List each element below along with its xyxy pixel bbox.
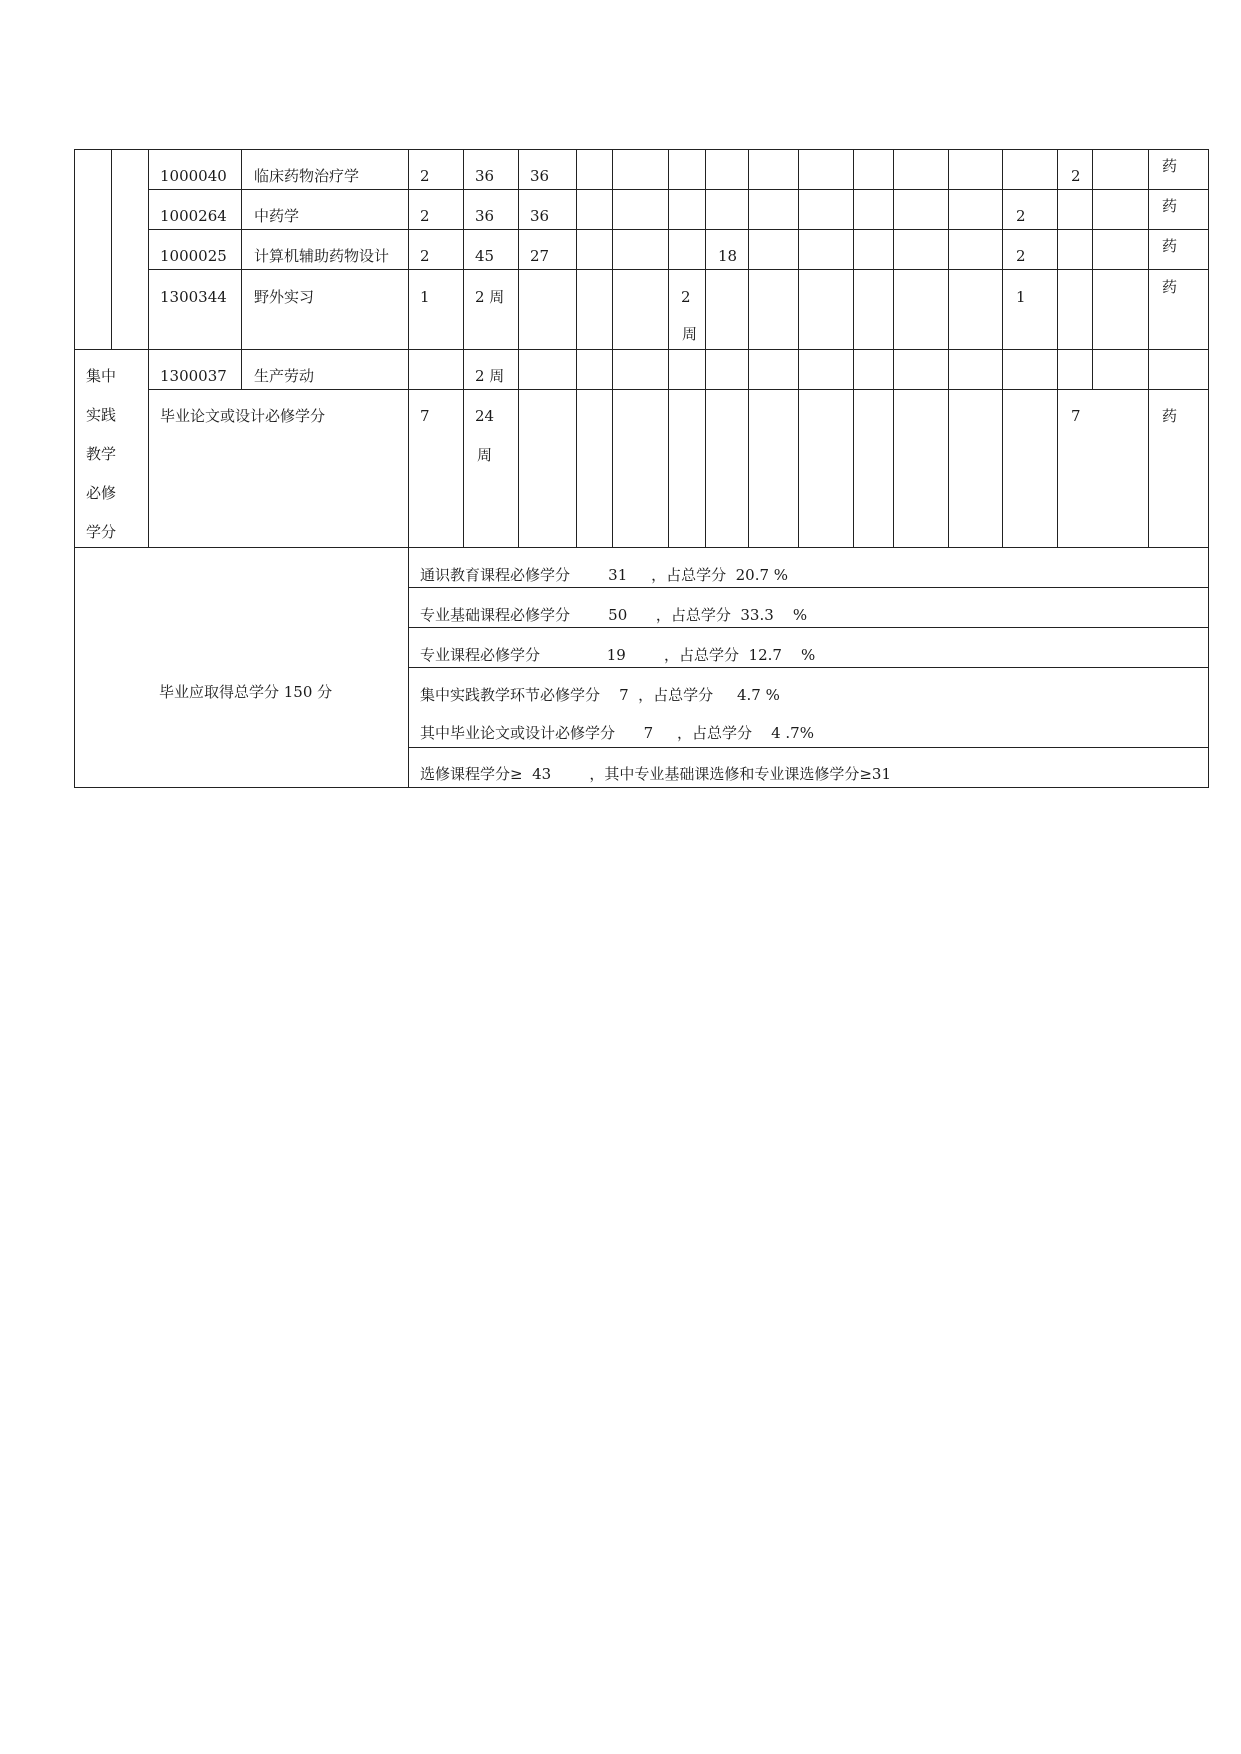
course-tail-label: 药 [1162, 197, 1178, 215]
course-lab-hours: 18 [718, 247, 738, 265]
table-top-border [74, 149, 1209, 150]
column-divider [1002, 149, 1003, 547]
column-divider [705, 149, 706, 547]
summary-line: 专业课程必修学分 19 ，占总学分 12.7 % [420, 646, 816, 664]
column-divider [893, 149, 894, 547]
course-hours: 45 [475, 247, 495, 265]
thesis-semester-credits: 7 [1071, 407, 1081, 425]
category-label-line: 必修 [86, 484, 117, 502]
course-name: 临床药物治疗学 [254, 167, 360, 185]
thesis-name: 毕业论文或设计必修学分 [160, 407, 326, 425]
course-code: 1000040 [160, 167, 227, 185]
column-divider [853, 149, 854, 547]
column-divider [241, 149, 242, 389]
course-tail-label: 药 [1162, 157, 1178, 175]
row-divider [148, 269, 1209, 270]
course-tail-label: 药 [1162, 278, 1178, 296]
course-semester-credits: 2 [1016, 207, 1026, 225]
thesis-hours-unit: 周 [477, 446, 493, 464]
labor-code: 1300037 [160, 367, 227, 385]
column-divider [1148, 149, 1149, 547]
summary-line: 集中实践教学环节必修学分 7 ，占总学分 4.7 % [420, 686, 780, 704]
course-practice-weeks-unit: 周 [682, 325, 698, 343]
column-divider [748, 149, 749, 547]
row-divider [148, 229, 1209, 230]
column-divider [948, 149, 949, 547]
column-divider [111, 149, 112, 349]
summary-divider [408, 627, 1209, 628]
table-right-border [1208, 149, 1209, 788]
course-semester-credits: 1 [1016, 288, 1026, 306]
course-hours: 2 周 [475, 288, 505, 306]
course-credits: 2 [420, 207, 430, 225]
course-lecture-hours: 27 [530, 247, 550, 265]
column-divider [408, 149, 409, 788]
course-credits: 1 [420, 288, 430, 306]
course-name: 计算机辅助药物设计 [254, 247, 390, 265]
course-lecture-hours: 36 [530, 167, 550, 185]
course-credits: 2 [420, 167, 430, 185]
row-divider [148, 189, 1209, 190]
thesis-credits: 7 [420, 407, 430, 425]
course-semester-credits: 2 [1071, 167, 1081, 185]
section-divider [74, 349, 1209, 350]
category-label-line: 教学 [86, 445, 117, 463]
column-divider [148, 149, 149, 547]
summary-divider [408, 667, 1209, 668]
thesis-hours: 24 [475, 407, 495, 425]
course-tail-label: 药 [1162, 237, 1178, 255]
course-lecture-hours: 36 [530, 207, 550, 225]
summary-divider [408, 587, 1209, 588]
column-divider [612, 149, 613, 547]
course-code: 1000025 [160, 247, 227, 265]
course-semester-credits: 2 [1016, 247, 1026, 265]
summary-line: 其中毕业论文或设计必修学分 7 ，占总学分 4 .7% [420, 724, 814, 742]
course-name: 中药学 [254, 207, 300, 225]
section-divider [74, 547, 1209, 548]
labor-name: 生产劳动 [254, 367, 315, 385]
course-hours: 36 [475, 207, 495, 225]
column-divider [798, 149, 799, 547]
total-credits-label: 毕业应取得总学分 150 分 [159, 683, 333, 701]
course-code: 1300344 [160, 288, 227, 306]
column-divider [518, 149, 519, 547]
column-divider [463, 149, 464, 547]
summary-line: 专业基础课程必修学分 50 ，占总学分 33.3 % [420, 606, 808, 624]
column-divider [668, 149, 669, 547]
table-bottom-border [74, 787, 1209, 788]
labor-hours: 2 周 [475, 367, 505, 385]
category-label-line: 学分 [86, 523, 117, 541]
category-label-line: 集中 [86, 367, 117, 385]
column-divider [576, 149, 577, 547]
summary-line: 选修课程学分≥ 43 ，其中专业基础课选修和专业课选修学分≥31 [420, 765, 891, 783]
course-practice-weeks: 2 [681, 288, 691, 306]
course-name: 野外实习 [254, 288, 315, 306]
course-hours: 36 [475, 167, 495, 185]
row-divider [148, 389, 1209, 390]
summary-line: 通识教育课程必修学分 31 ，占总学分 20.7 % [420, 566, 789, 584]
category-label-line: 实践 [86, 406, 117, 424]
column-divider [1092, 149, 1093, 389]
table-left-border [74, 149, 75, 788]
summary-divider [408, 747, 1209, 748]
course-code: 1000264 [160, 207, 227, 225]
column-divider [1057, 149, 1058, 547]
course-credits: 2 [420, 247, 430, 265]
thesis-tail-label: 药 [1162, 407, 1178, 425]
